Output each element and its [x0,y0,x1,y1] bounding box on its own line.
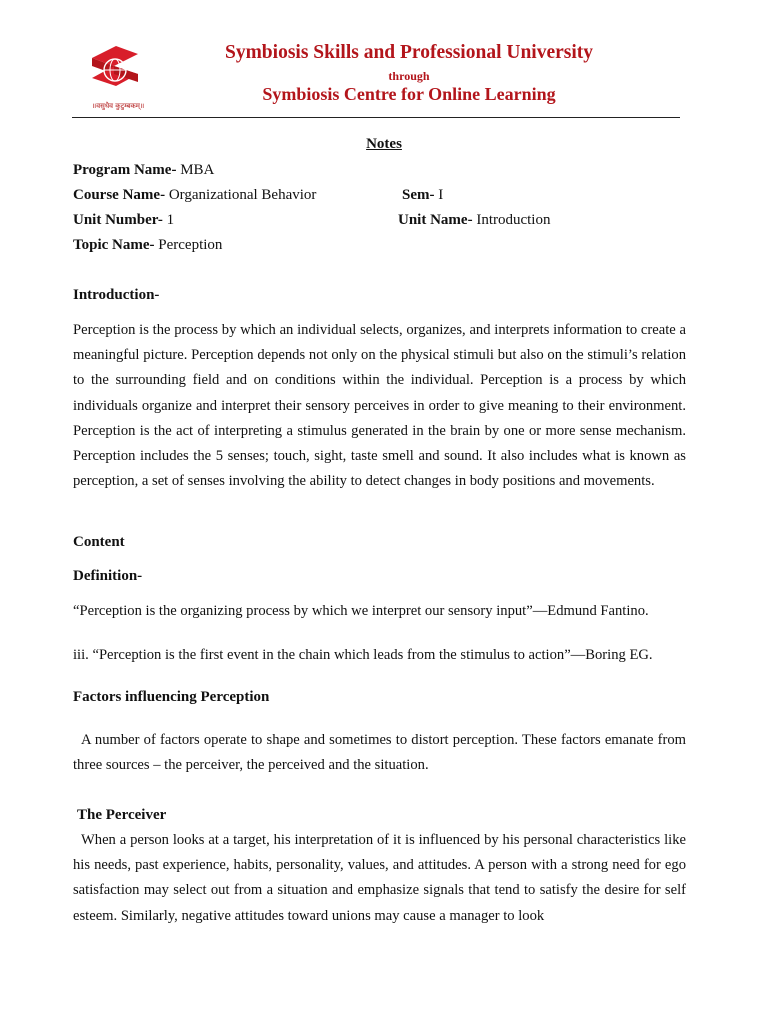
perceiver-heading: The Perceiver [77,807,167,823]
definition-quote-fantino: “Perception is the organizing process by which we interpret our sensory input”—Edmund Fantino. [73,603,649,619]
introduction-paragraph: Perception is the process by which an individual selects, organizes, and interprets information to create a meaningful picture. Perception depends not only on the physical stimuli but also on the stimuli’s relation to the surrounding field and on conditions within the individual. Perception is a process by which individuals organize and interpret their sensory perceives in order to give meaning to their environment. Perception is the act of interpreting a stimulus generated in the brain by one or more sense mechanism. Perception includes the 5 senses; touch, sight, taste smell and sound. It also includes what is known as perception, a set of senses involving the ability to detect changes in body positions and movements. [73,322,686,490]
letterhead [72,38,682,114]
notes-title-text: Notes [366,136,402,152]
semester-row [402,187,443,204]
program-name-row [73,162,214,179]
course-name-label: Course Name- [73,187,166,203]
content-heading: Content [73,534,125,550]
unit-number-value: 1 [162,212,175,228]
factors-heading: Factors influencing Perception [73,689,270,705]
definition-heading: Definition- [73,568,143,584]
symbiosis-logo-icon [86,44,144,96]
perceiver-paragraph: When a person looks at a target, his interpretation of it is influenced by his personal characteristics like his needs, past experience, habits, personality, values, and attitudes. A person with a strong need for ego satisfaction may select out from a situation and emphasize signals that tend to satisfy the desire for self esteem. Similarly, negative attitudes toward unions may cause a manager to look [73,832,686,924]
course-name-row [73,187,316,204]
semester-label: Sem- [402,187,435,203]
factors-paragraph: A number of factors operate to shape and sometimes to distort perception. These factors emanate from three sources – the perceiver, the perceived and the situation. [73,732,686,774]
university-logo [86,44,145,110]
unit-name-value: Introduction [472,212,551,228]
unit-name-row [398,212,550,229]
topic-name-row [73,237,222,254]
notes-title [0,136,768,153]
program-name-value: MBA [176,162,215,178]
definition-quote-boring: iii. “Perception is the first event in the chain which leads from the stimulus to action”—Boring EG. [73,647,653,663]
logo-motto: ॥वसुधैव कुटुम्बकम्॥ [92,102,145,110]
header-divider [72,117,680,118]
unit-number-label: Unit Number- [73,212,163,228]
centre-name: Symbiosis Centre for Online Learning [262,84,556,104]
through-label: through [388,69,430,83]
introduction-heading: Introduction- [73,287,160,303]
semester-value: I [434,187,444,203]
course-name-value: Organizational Behavior [165,187,317,203]
university-name: Symbiosis Skills and Professional University [224,42,594,63]
unit-name-label: Unit Name- [398,212,473,228]
program-name-label: Program Name- [73,162,177,178]
topic-name-label: Topic Name- [73,237,155,253]
topic-name-value: Perception [154,237,223,253]
unit-number-row [73,212,174,229]
